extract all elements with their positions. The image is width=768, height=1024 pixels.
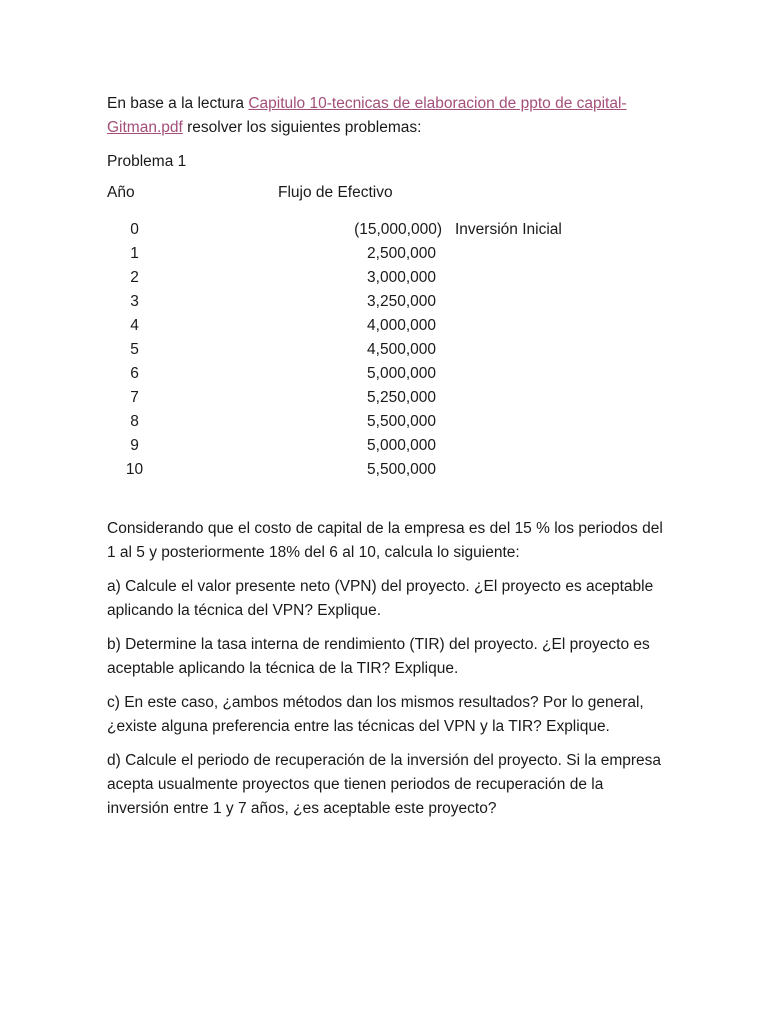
- cell-cash-flow: (15,000,000): [354, 221, 442, 238]
- cell-cash-flow: 5,500,000: [367, 461, 436, 478]
- cell-year: 3: [130, 293, 139, 310]
- cell-year: 4: [130, 317, 139, 334]
- cell-year: 5: [130, 341, 139, 358]
- cell-year: 7: [130, 389, 139, 406]
- cell-year: 0: [130, 221, 139, 238]
- question-a: a) Calcule el valor presente neto (VPN) del proyecto. ¿El proyecto es aceptable aplicando la técnica del VPN? Explique.: [107, 578, 654, 619]
- table-row: [107, 458, 667, 482]
- question-d: d) Calcule el periodo de recuperación de la inversión del proyecto. Si la empresa acepta usualmente proyectos que tienen periodos de recuperación de la inversión entre 1 y 7 años, ¿es aceptable este proyecto?: [107, 752, 662, 817]
- pdf-reading-link[interactable]: Capitulo 10-tecnicas de elaboracion de ppto de capital-Gitman.pdf: [107, 95, 627, 136]
- cell-cash-flow: 5,000,000: [367, 365, 436, 382]
- cell-year: 10: [125, 461, 144, 478]
- cell-cash-flow: 2,500,000: [367, 245, 436, 262]
- cell-year: 2: [130, 269, 139, 286]
- question-c: c) En este caso, ¿ambos métodos dan los mismos resultados? Por lo general, ¿existe alguna preferencia entre las técnicas del VPN y la TIR? Explique.: [107, 694, 644, 735]
- cash-flow-table: [107, 218, 667, 482]
- intro-before-link: En base a la lectura: [107, 95, 249, 112]
- table-row: [107, 242, 667, 266]
- document-page: [107, 92, 667, 831]
- cell-cash-flow: 4,000,000: [367, 317, 436, 334]
- table-row: [107, 218, 667, 242]
- table-row: [107, 314, 667, 338]
- column-header-cash-flow: Flujo de Efectivo: [278, 184, 393, 201]
- cell-year: 1: [130, 245, 139, 262]
- cell-cash-flow: 4,500,000: [367, 341, 436, 358]
- problem-title: Problema 1: [107, 153, 187, 170]
- table-row: [107, 290, 667, 314]
- intro-after-link: resolver los siguientes problemas:: [182, 119, 422, 136]
- column-header-year: Año: [107, 184, 135, 201]
- table-header: [107, 184, 667, 208]
- table-row: [107, 386, 667, 410]
- cell-cash-flow: 5,500,000: [367, 413, 436, 430]
- cell-year: 9: [130, 437, 139, 454]
- table-row: [107, 266, 667, 290]
- table-row: [107, 434, 667, 458]
- problem-statement: Considerando que el costo de capital de la empresa es del 15 % los periodos del 1 al 5 y posteriormente 18% del 6 al 10, calcula lo siguiente:: [107, 520, 663, 561]
- intro-paragraph: [107, 92, 667, 140]
- table-row: [107, 362, 667, 386]
- question-b: b) Determine la tasa interna de rendimiento (TIR) del proyecto. ¿El proyecto es aceptable aplicando la técnica de la TIR? Explique.: [107, 636, 650, 677]
- cell-cash-flow: 5,000,000: [367, 437, 436, 454]
- cell-year: 8: [130, 413, 139, 430]
- table-row: [107, 410, 667, 434]
- cell-cash-flow: 5,250,000: [367, 389, 436, 406]
- cell-year: 6: [130, 365, 139, 382]
- table-row: [107, 338, 667, 362]
- cell-cash-flow: 3,250,000: [367, 293, 436, 310]
- cell-note: Inversión Inicial: [455, 221, 562, 238]
- cell-cash-flow: 3,000,000: [367, 269, 436, 286]
